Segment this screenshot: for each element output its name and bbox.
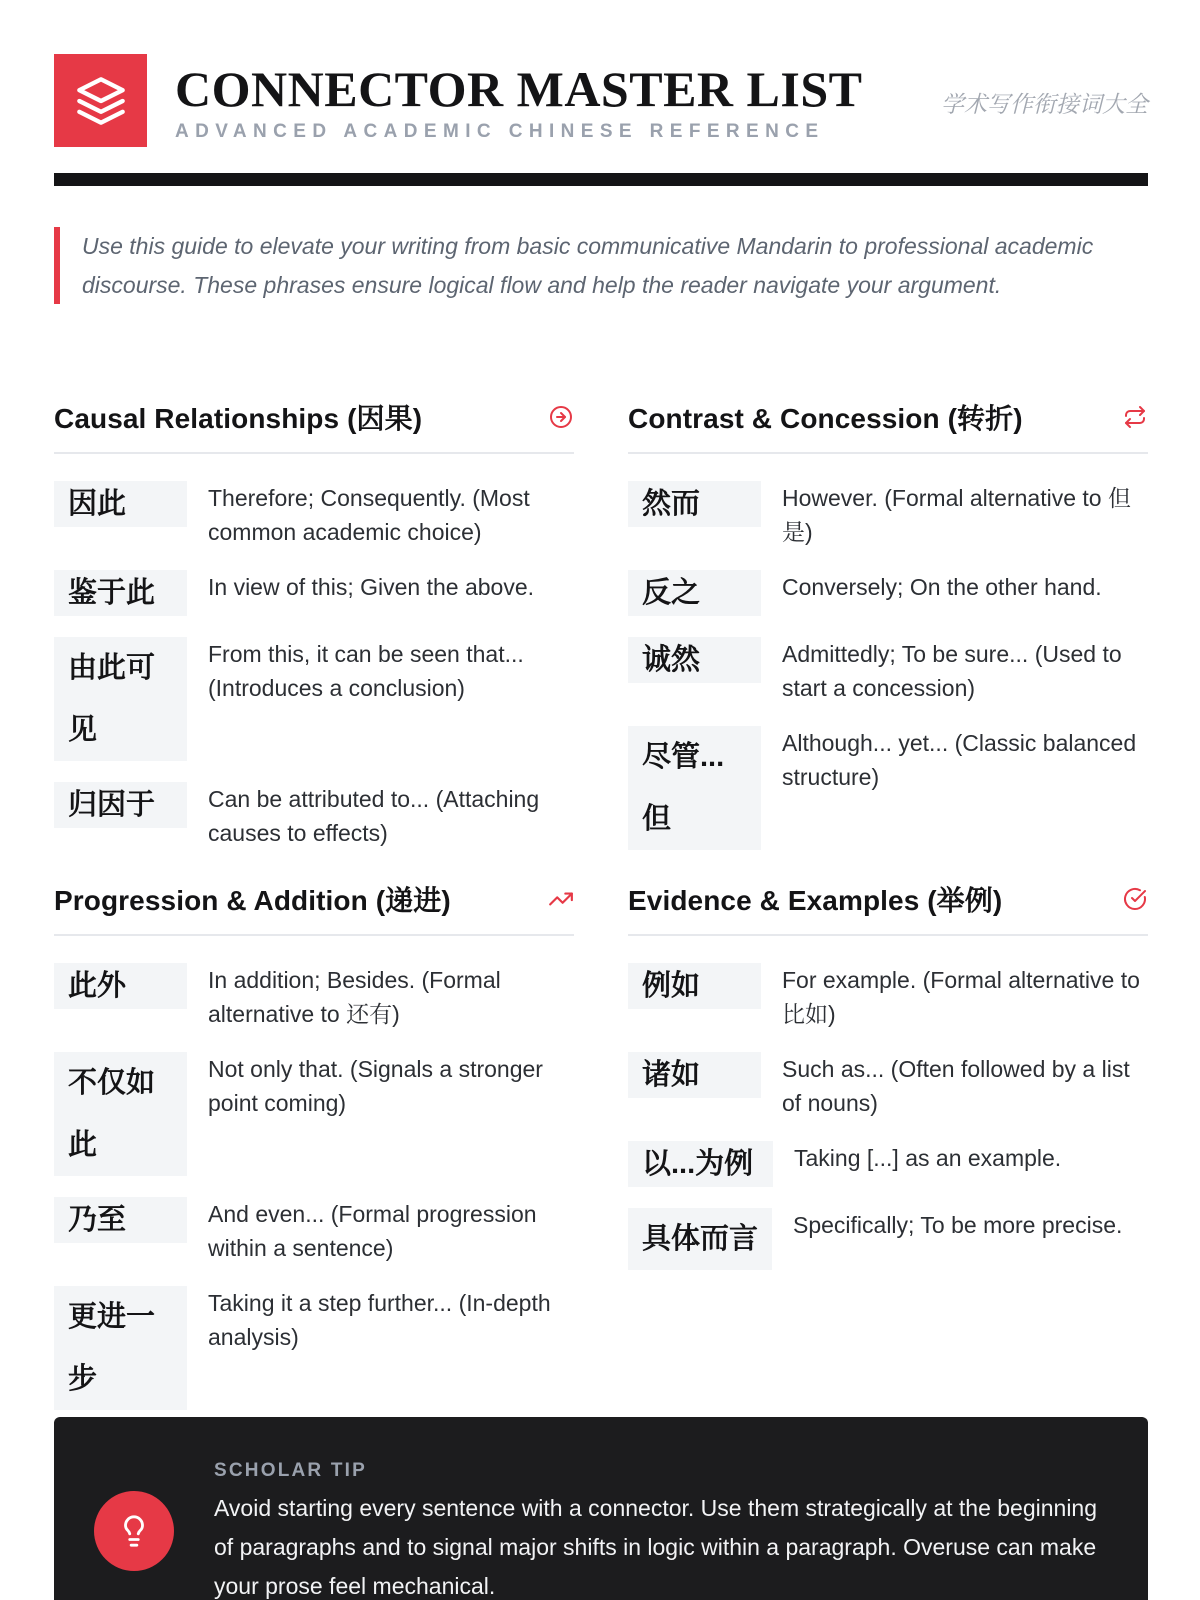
list-item bbox=[54, 963, 574, 1031]
list-item bbox=[628, 570, 1148, 616]
section-contrast bbox=[628, 382, 1148, 871]
section-progression bbox=[54, 864, 574, 1431]
connector-definition: And even... (Formal progression within a sentence) bbox=[208, 1201, 537, 1261]
chinese-title: 学术写作衔接词大全 bbox=[941, 91, 1148, 117]
section-title: Contrast & Concession (转折) bbox=[628, 403, 1023, 434]
connector-term: 因此 bbox=[54, 481, 187, 527]
section-causal bbox=[54, 382, 574, 871]
connector-definition: Taking it a step further... (In-depth analysis) bbox=[208, 1290, 551, 1350]
connector-term: 反之 bbox=[628, 570, 761, 616]
list-item bbox=[628, 1208, 1148, 1270]
section-evidence bbox=[628, 864, 1148, 1291]
list-item bbox=[628, 726, 1148, 850]
connector-term: 更进一步 bbox=[54, 1286, 187, 1410]
list-item bbox=[628, 1141, 1148, 1187]
section-header bbox=[628, 864, 1148, 936]
connector-definition: Not only that. (Signals a stronger point coming) bbox=[208, 1056, 543, 1116]
connector-definition: Conversely; On the other hand. bbox=[782, 574, 1102, 600]
connector-term: 例如 bbox=[628, 963, 761, 1009]
connector-term: 以...为例 bbox=[628, 1141, 773, 1187]
connector-definition: In addition; Besides. (Formal alternative to 还有) bbox=[208, 967, 501, 1027]
page-subtitle: ADVANCED ACADEMIC CHINESE REFERENCE bbox=[175, 121, 825, 142]
list-item bbox=[54, 570, 574, 616]
connector-term: 尽管...但 bbox=[628, 726, 761, 850]
connector-term: 归因于 bbox=[54, 782, 187, 828]
list-item bbox=[628, 637, 1148, 705]
section-title: Progression & Addition (递进) bbox=[54, 885, 451, 916]
list-item bbox=[54, 782, 574, 850]
connector-definition: Admittedly; To be sure... (Used to start a concession) bbox=[782, 641, 1122, 701]
connector-definition: Specifically; To be more precise. bbox=[793, 1212, 1123, 1238]
list-item bbox=[54, 1286, 574, 1410]
connector-definition: For example. (Formal alternative to 比如) bbox=[782, 967, 1140, 1027]
list-item bbox=[54, 1052, 574, 1176]
connector-definition: Therefore; Consequently. (Most common academic choice) bbox=[208, 485, 530, 545]
section-header bbox=[54, 382, 574, 454]
list-item bbox=[628, 963, 1148, 1031]
connector-term: 诚然 bbox=[628, 637, 761, 683]
trending-up-icon bbox=[548, 886, 574, 912]
connector-definition: Taking [...] as an example. bbox=[794, 1145, 1062, 1171]
connector-term: 鉴于此 bbox=[54, 570, 187, 616]
scholar-tip-box bbox=[54, 1417, 1148, 1600]
section-header bbox=[628, 382, 1148, 454]
arrow-right-circle-icon bbox=[548, 404, 574, 430]
section-title: Causal Relationships (因果) bbox=[54, 403, 423, 434]
page-header bbox=[54, 54, 1148, 148]
section-title: Evidence & Examples (举例) bbox=[628, 885, 1003, 916]
list-item bbox=[628, 481, 1148, 549]
connector-definition: Such as... (Often followed by a list of nouns) bbox=[782, 1056, 1130, 1116]
page-title: CONNECTOR MASTER LIST bbox=[175, 61, 863, 117]
list-item bbox=[54, 1197, 574, 1265]
intro-quote: Use this guide to elevate your writing from basic communicative Mandarin to professional academic discourse. These phrases ensure logical flow and help the reader navigate your argument. bbox=[54, 227, 1148, 304]
repeat-icon bbox=[1122, 404, 1148, 430]
connector-term: 乃至 bbox=[54, 1197, 187, 1243]
connector-term: 诸如 bbox=[628, 1052, 761, 1098]
lightbulb-icon bbox=[94, 1491, 174, 1571]
connector-term: 此外 bbox=[54, 963, 187, 1009]
connector-term: 由此可见 bbox=[54, 637, 187, 761]
connector-definition: Can be attributed to... (Attaching causes to effects) bbox=[208, 786, 540, 846]
tip-label: SCHOLAR TIP bbox=[214, 1460, 367, 1481]
connector-definition: From this, it can be seen that... (Introduces a conclusion) bbox=[208, 641, 524, 701]
connector-definition: In view of this; Given the above. bbox=[208, 574, 535, 600]
connector-term: 具体而言 bbox=[628, 1208, 772, 1270]
list-item bbox=[54, 481, 574, 549]
header-divider bbox=[54, 173, 1148, 186]
tip-text: Avoid starting every sentence with a connector. Use them strategically at the beginning of paragraphs and to signal major shifts in logic within a paragraph. Overuse can make your prose feel mechanical. bbox=[214, 1495, 1098, 1599]
list-item bbox=[54, 637, 574, 761]
connector-term: 不仅如此 bbox=[54, 1052, 187, 1176]
section-header bbox=[54, 864, 574, 936]
connector-definition: However. (Formal alternative to 但是) bbox=[782, 485, 1131, 545]
check-circle-icon bbox=[1122, 886, 1148, 912]
connector-term: 然而 bbox=[628, 481, 761, 527]
layers-icon bbox=[54, 54, 147, 147]
list-item bbox=[628, 1052, 1148, 1120]
connector-definition: Although... yet... (Classic balanced structure) bbox=[782, 730, 1137, 790]
